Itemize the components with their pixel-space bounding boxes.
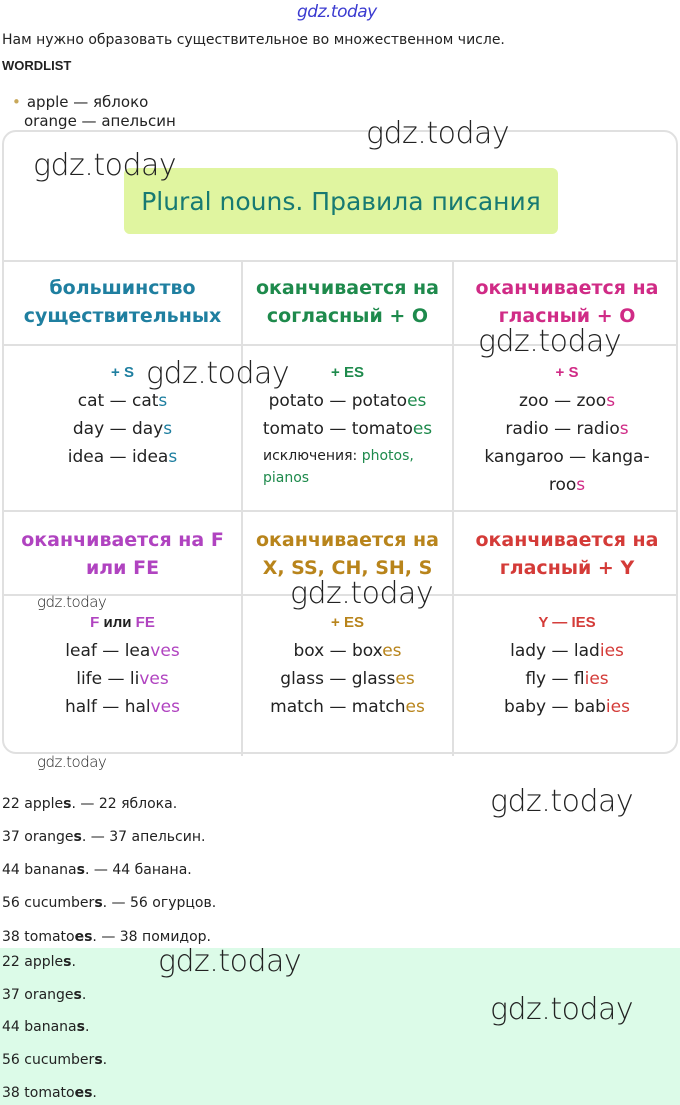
example: cat — cats bbox=[77, 391, 168, 411]
rules-card bbox=[2, 130, 678, 754]
header-consonant-o: оканчивается на согласный + O bbox=[255, 277, 440, 327]
intro-text: Нам нужно образовать существительное во множественном числе. bbox=[2, 32, 505, 48]
example: tomato — tomatoes bbox=[262, 419, 433, 439]
final-answer-line: 56 cucumbers. bbox=[2, 1052, 108, 1068]
wordlist-heading: WORDLIST bbox=[2, 58, 72, 73]
answer-line: 38 tomatoes. — 38 помидор. bbox=[2, 929, 211, 945]
answer-line: 44 bananas. — 44 банана. bbox=[2, 862, 192, 878]
watermark: gdz.today bbox=[290, 576, 434, 611]
final-answer-line: 22 apples. bbox=[2, 954, 76, 970]
example: lady — ladies bbox=[510, 641, 624, 661]
rule-label: + S bbox=[555, 364, 579, 381]
card-title: Plural nouns. Правила писания bbox=[124, 168, 558, 234]
header-vowel-o: оканчивается на гласный + O bbox=[475, 277, 659, 327]
example: zoo — zoos bbox=[518, 391, 616, 411]
example: baby — babies bbox=[504, 697, 630, 717]
answer-line: 22 apples. — 22 яблока. bbox=[2, 796, 178, 812]
rule-label: + ES bbox=[331, 614, 364, 631]
watermark: gdz.today bbox=[37, 593, 107, 611]
watermark: gdz.today bbox=[158, 944, 302, 979]
answer-line: 37 oranges. — 37 апельсин. bbox=[2, 829, 206, 845]
divider bbox=[4, 260, 676, 262]
watermark: gdz.today bbox=[33, 148, 177, 183]
example: roos bbox=[548, 475, 586, 495]
watermark: gdz.today bbox=[490, 992, 634, 1027]
rule-label: + ES bbox=[331, 364, 364, 381]
header-most-nouns: большинство существительных bbox=[23, 277, 222, 327]
wordlist-item: orange — апельсин bbox=[24, 112, 176, 130]
example: life — lives bbox=[76, 669, 169, 689]
answer-line: 56 cucumbers. — 56 огурцов. bbox=[2, 895, 217, 911]
watermark: gdz.today bbox=[146, 356, 290, 391]
example: idea — ideas bbox=[67, 447, 178, 467]
example: leaf — leaves bbox=[65, 641, 180, 661]
cell-vowel-o bbox=[454, 364, 680, 499]
watermark: gdz.today bbox=[366, 116, 510, 151]
example: day — days bbox=[72, 419, 173, 439]
divider bbox=[4, 510, 676, 512]
final-answer-line: 44 bananas. bbox=[2, 1019, 90, 1035]
example: glass — glasses bbox=[280, 669, 415, 689]
exceptions: исключения: photos, pianos bbox=[263, 448, 414, 486]
example: potato — potatoes bbox=[268, 391, 427, 411]
rule-label: F или FE bbox=[90, 614, 155, 631]
header-vowel-y: оканчивается на гласный + Y bbox=[475, 529, 659, 579]
watermark: gdz.today bbox=[490, 784, 634, 819]
example: radio — radios bbox=[505, 419, 629, 439]
final-answer-line: 38 tomatoes. bbox=[2, 1085, 97, 1101]
wordlist-item: • apple — яблоко bbox=[12, 93, 149, 111]
cell-f-fe bbox=[4, 614, 241, 721]
example: match — matches bbox=[270, 697, 425, 717]
watermark: gdz.today bbox=[478, 324, 622, 359]
example: kangaroo — kanga- bbox=[484, 447, 650, 467]
rule-label: Y — IES bbox=[538, 614, 596, 631]
example: box — boxes bbox=[293, 641, 402, 661]
header-x-ss-ch-sh-s: оканчивается на X, SS, CH, SH, S bbox=[255, 529, 440, 579]
rule-label: + S bbox=[111, 364, 134, 381]
example: half — halves bbox=[64, 697, 180, 717]
bullet-icon: • bbox=[12, 93, 21, 111]
example: fly — flies bbox=[525, 669, 609, 689]
final-answer-line: 37 oranges. bbox=[2, 987, 87, 1003]
watermark-top: gdz.today bbox=[297, 2, 377, 22]
watermark: gdz.today bbox=[37, 753, 107, 771]
cell-x-ss-ch bbox=[243, 614, 452, 721]
header-f-fe: оканчивается на F или FE bbox=[21, 529, 224, 579]
cell-vowel-y bbox=[454, 614, 680, 721]
